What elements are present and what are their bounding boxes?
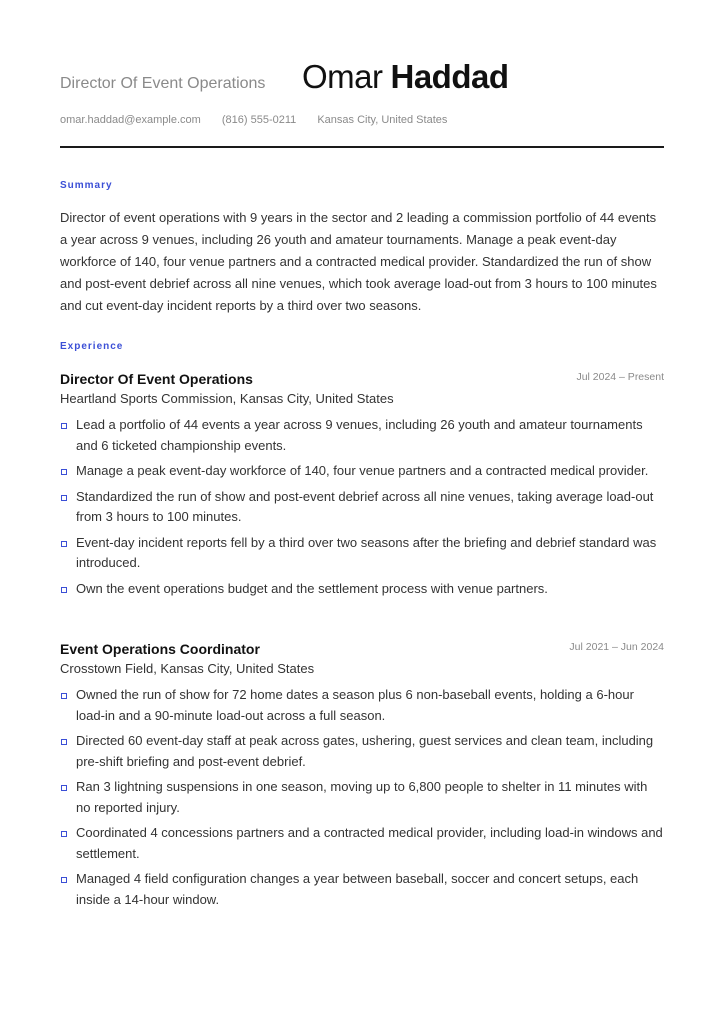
job-bullets (60, 685, 664, 910)
job-bullets (60, 415, 664, 599)
resume-header (60, 58, 664, 98)
job-organization: Crosstown Field, Kansas City, United States (60, 661, 315, 676)
list-item: Own the event operations budget and the settlement process with venue partners. (60, 579, 664, 600)
list-item: Owned the run of show for 72 home dates a season plus 6 non-baseball events, holding a 6-hour load-in and a 90-minute load-out across a full season. (60, 685, 664, 726)
list-item: Manage a peak event-day workforce of 140, four venue partners and a contracted medical provider. (60, 461, 664, 482)
job-entry (60, 369, 664, 604)
list-item: Managed 4 field configuration changes a year between baseball, soccer and concert setups, each inside a 14-hour window. (60, 869, 664, 910)
list-item: Lead a portfolio of 44 events a year across 9 venues, including 26 youth and amateur tournaments and 6 ticketed championship events. (60, 415, 664, 456)
candidate-name (302, 58, 509, 96)
job-entry (60, 639, 664, 915)
job-organization: Heartland Sports Commission, Kansas City, United States (60, 391, 394, 406)
email[interactable]: omar.haddad@example.com (60, 114, 201, 126)
contact-line (60, 114, 465, 126)
list-item: Ran 3 lightning suspensions in one season, moving up to 6,800 people to shelter in 11 minutes with no reported injury. (60, 777, 664, 818)
header-divider (60, 146, 664, 148)
phone: (816) 555-0211 (221, 114, 297, 126)
job-dates: Jul 2024 – Present (576, 371, 664, 383)
list-item: Standardized the run of show and post-event debrief across all nine venues, taking average load-out from 3 hours to 100 minutes. (60, 487, 664, 528)
list-item: Coordinated 4 concessions partners and a contracted medical provider, including load-in windows and settlement. (60, 823, 664, 864)
job-title: Event Operations Coordinator (60, 641, 260, 657)
experience-heading: Experience (60, 341, 124, 352)
first-name: Omar (302, 58, 383, 95)
summary-text: Director of event operations with 9 years in the sector and 2 leading a commission portfolio of 44 events a year across 9 venues, including 26 youth and amateur tournaments. Manage a peak event-day workforce of 140, four venue partners and a contracted medical provider. Standardized the run of show and post-event debrief across all nine venues, which took average load-out from 3 hours to 100 minutes and cut event-day incident reports by a third over two seasons. (60, 210, 657, 313)
summary-heading: Summary (60, 180, 113, 191)
list-item: Event-day incident reports fell by a third over two seasons after the briefing and debrief standard was introduced. (60, 533, 664, 574)
list-item: Directed 60 event-day staff at peak across gates, ushering, guest services and clean team, including pre-shift briefing and post-event debrief. (60, 731, 664, 772)
job-dates: Jul 2021 – Jun 2024 (569, 641, 664, 653)
last-name: Haddad (390, 58, 509, 95)
job-title: Director Of Event Operations (60, 371, 253, 387)
job-role-title: Director Of Event Operations (60, 75, 266, 92)
location: Kansas City, United States (317, 114, 448, 126)
